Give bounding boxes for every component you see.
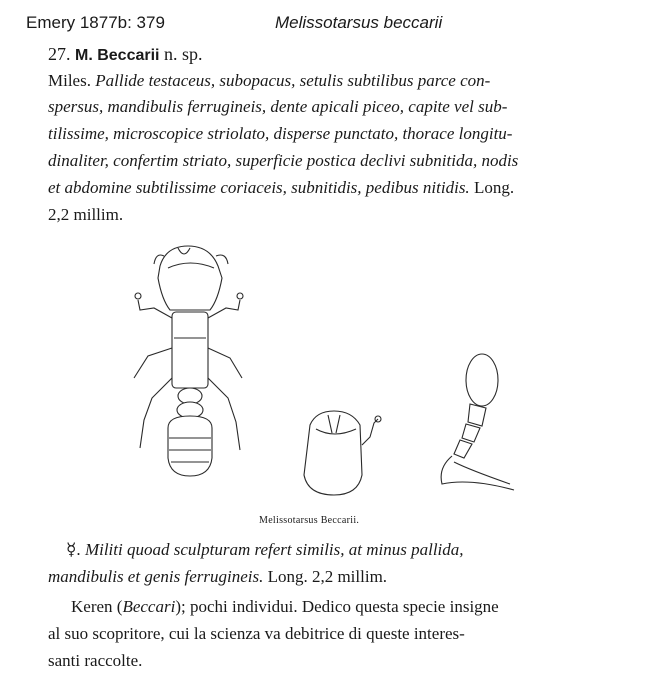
head-frontal-illustration [292, 405, 387, 500]
female-description-line: mandibulis et genis ferrugineis. Long. 2,2 millim. [48, 567, 388, 586]
description-line: tilissime, microscopice striolato, disperse punctato, thorace longitu- [48, 124, 513, 143]
notes-line: Keren (Beccari); pochi individui. Dedico questa specie insigne [71, 597, 499, 616]
species-heading [48, 44, 203, 65]
antenna-leg-illustration [430, 350, 520, 500]
source-citation: Emery 1877b: 379 [26, 13, 165, 32]
ant-dorsal-illustration [118, 238, 268, 478]
notes-line: santi raccolte. [48, 651, 143, 670]
description-line: spersus, mandibulis ferrugineis, dente apicali piceo, capite vel sub- [48, 97, 508, 116]
species-name: M. Beccarii [75, 47, 160, 64]
female-description-line: ☿. Militi quoad sculpturam refert similis, at minus pallida, [66, 540, 464, 559]
description-line: 2,2 millim. [48, 205, 124, 224]
taxon-title: Melissotarsus beccarii [275, 13, 443, 32]
species-status: n. sp. [163, 44, 203, 64]
description-line: Miles. Pallide testaceus, subopacus, setulis subtilibus parce con- [48, 71, 491, 90]
notes-line: al suo scopritore, cui la scienza va debitrice di queste interes- [48, 624, 465, 643]
figure-caption: Melissotarsus Beccarii. [259, 515, 360, 526]
description-line: dinaliter, confertim striato, superficie postica declivi subnitida, nodis [48, 151, 519, 170]
species-number: 27. [48, 44, 71, 64]
description-line: et abdomine subtilissime coriaceis, subnitidis, pedibus nitidis. Long. [48, 178, 515, 197]
